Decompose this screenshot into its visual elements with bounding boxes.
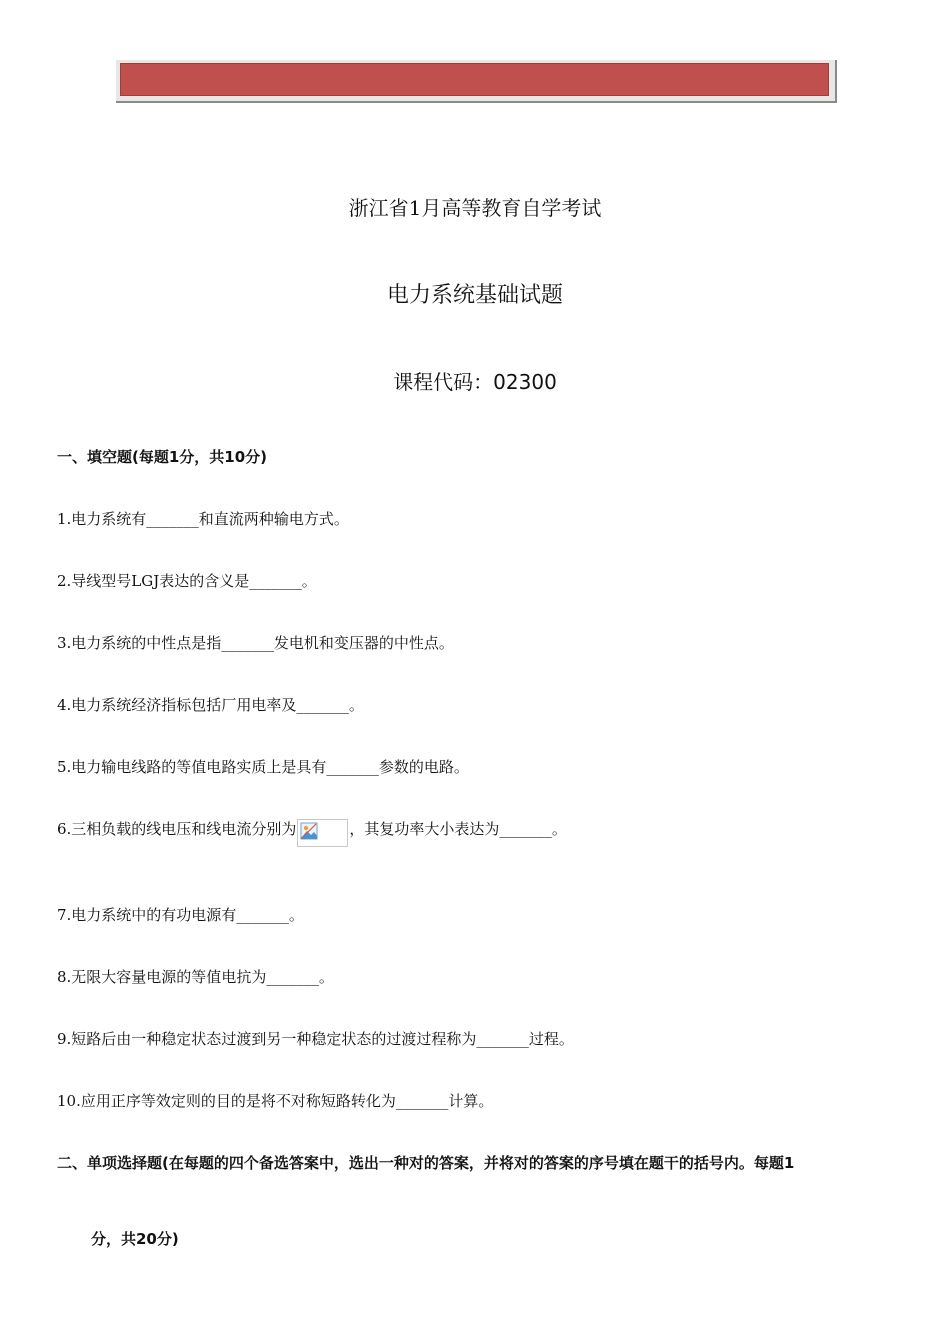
header-banner bbox=[120, 63, 829, 96]
question-6-part-2: ，其复功率大小表达为_______。 bbox=[349, 820, 567, 838]
question-9: 9.短路后由一种稳定状态过渡到另一种稳定状态的过渡过程称为_______过程。 bbox=[57, 1030, 574, 1048]
question-1: 1.电力系统有_______和直流两种输电方式。 bbox=[57, 510, 349, 528]
section-2-title-line-1: 二、单项选择题(在每题的四个备选答案中，选出一种对的答案，并将对的答案的序号填在题干的括号内。每题1 bbox=[57, 1154, 795, 1172]
question-2: 2.导线型号LGJ表达的含义是_______。 bbox=[57, 572, 317, 590]
question-8: 8.无限大容量电源的等值电抗为_______。 bbox=[57, 968, 334, 986]
course-code: 课程代码：02300 bbox=[393, 370, 557, 394]
question-6 bbox=[57, 818, 567, 847]
broken-image-icon bbox=[297, 819, 348, 847]
question-6-part-1: 6.三相负载的线电压和线电流分别为 bbox=[57, 820, 297, 838]
question-10: 10.应用正序等效定则的目的是将不对称短路转化为_______计算。 bbox=[57, 1092, 494, 1110]
question-5: 5.电力输电线路的等值电路实质上是具有_______参数的电路。 bbox=[57, 758, 469, 776]
section-1-title: 一、填空题(每题1分，共10分) bbox=[57, 448, 268, 466]
section-2-title-line-2: 分，共20分) bbox=[91, 1230, 179, 1248]
question-3: 3.电力系统的中性点是指_______发电机和变压器的中性点。 bbox=[57, 634, 454, 652]
question-7: 7.电力系统中的有功电源有_______。 bbox=[57, 906, 304, 924]
exam-title: 电力系统基础试题 bbox=[386, 283, 563, 308]
exam-organization: 浙江省1月高等教育自学考试 bbox=[348, 196, 602, 220]
question-4: 4.电力系统经济指标包括厂用电率及_______。 bbox=[57, 696, 364, 714]
